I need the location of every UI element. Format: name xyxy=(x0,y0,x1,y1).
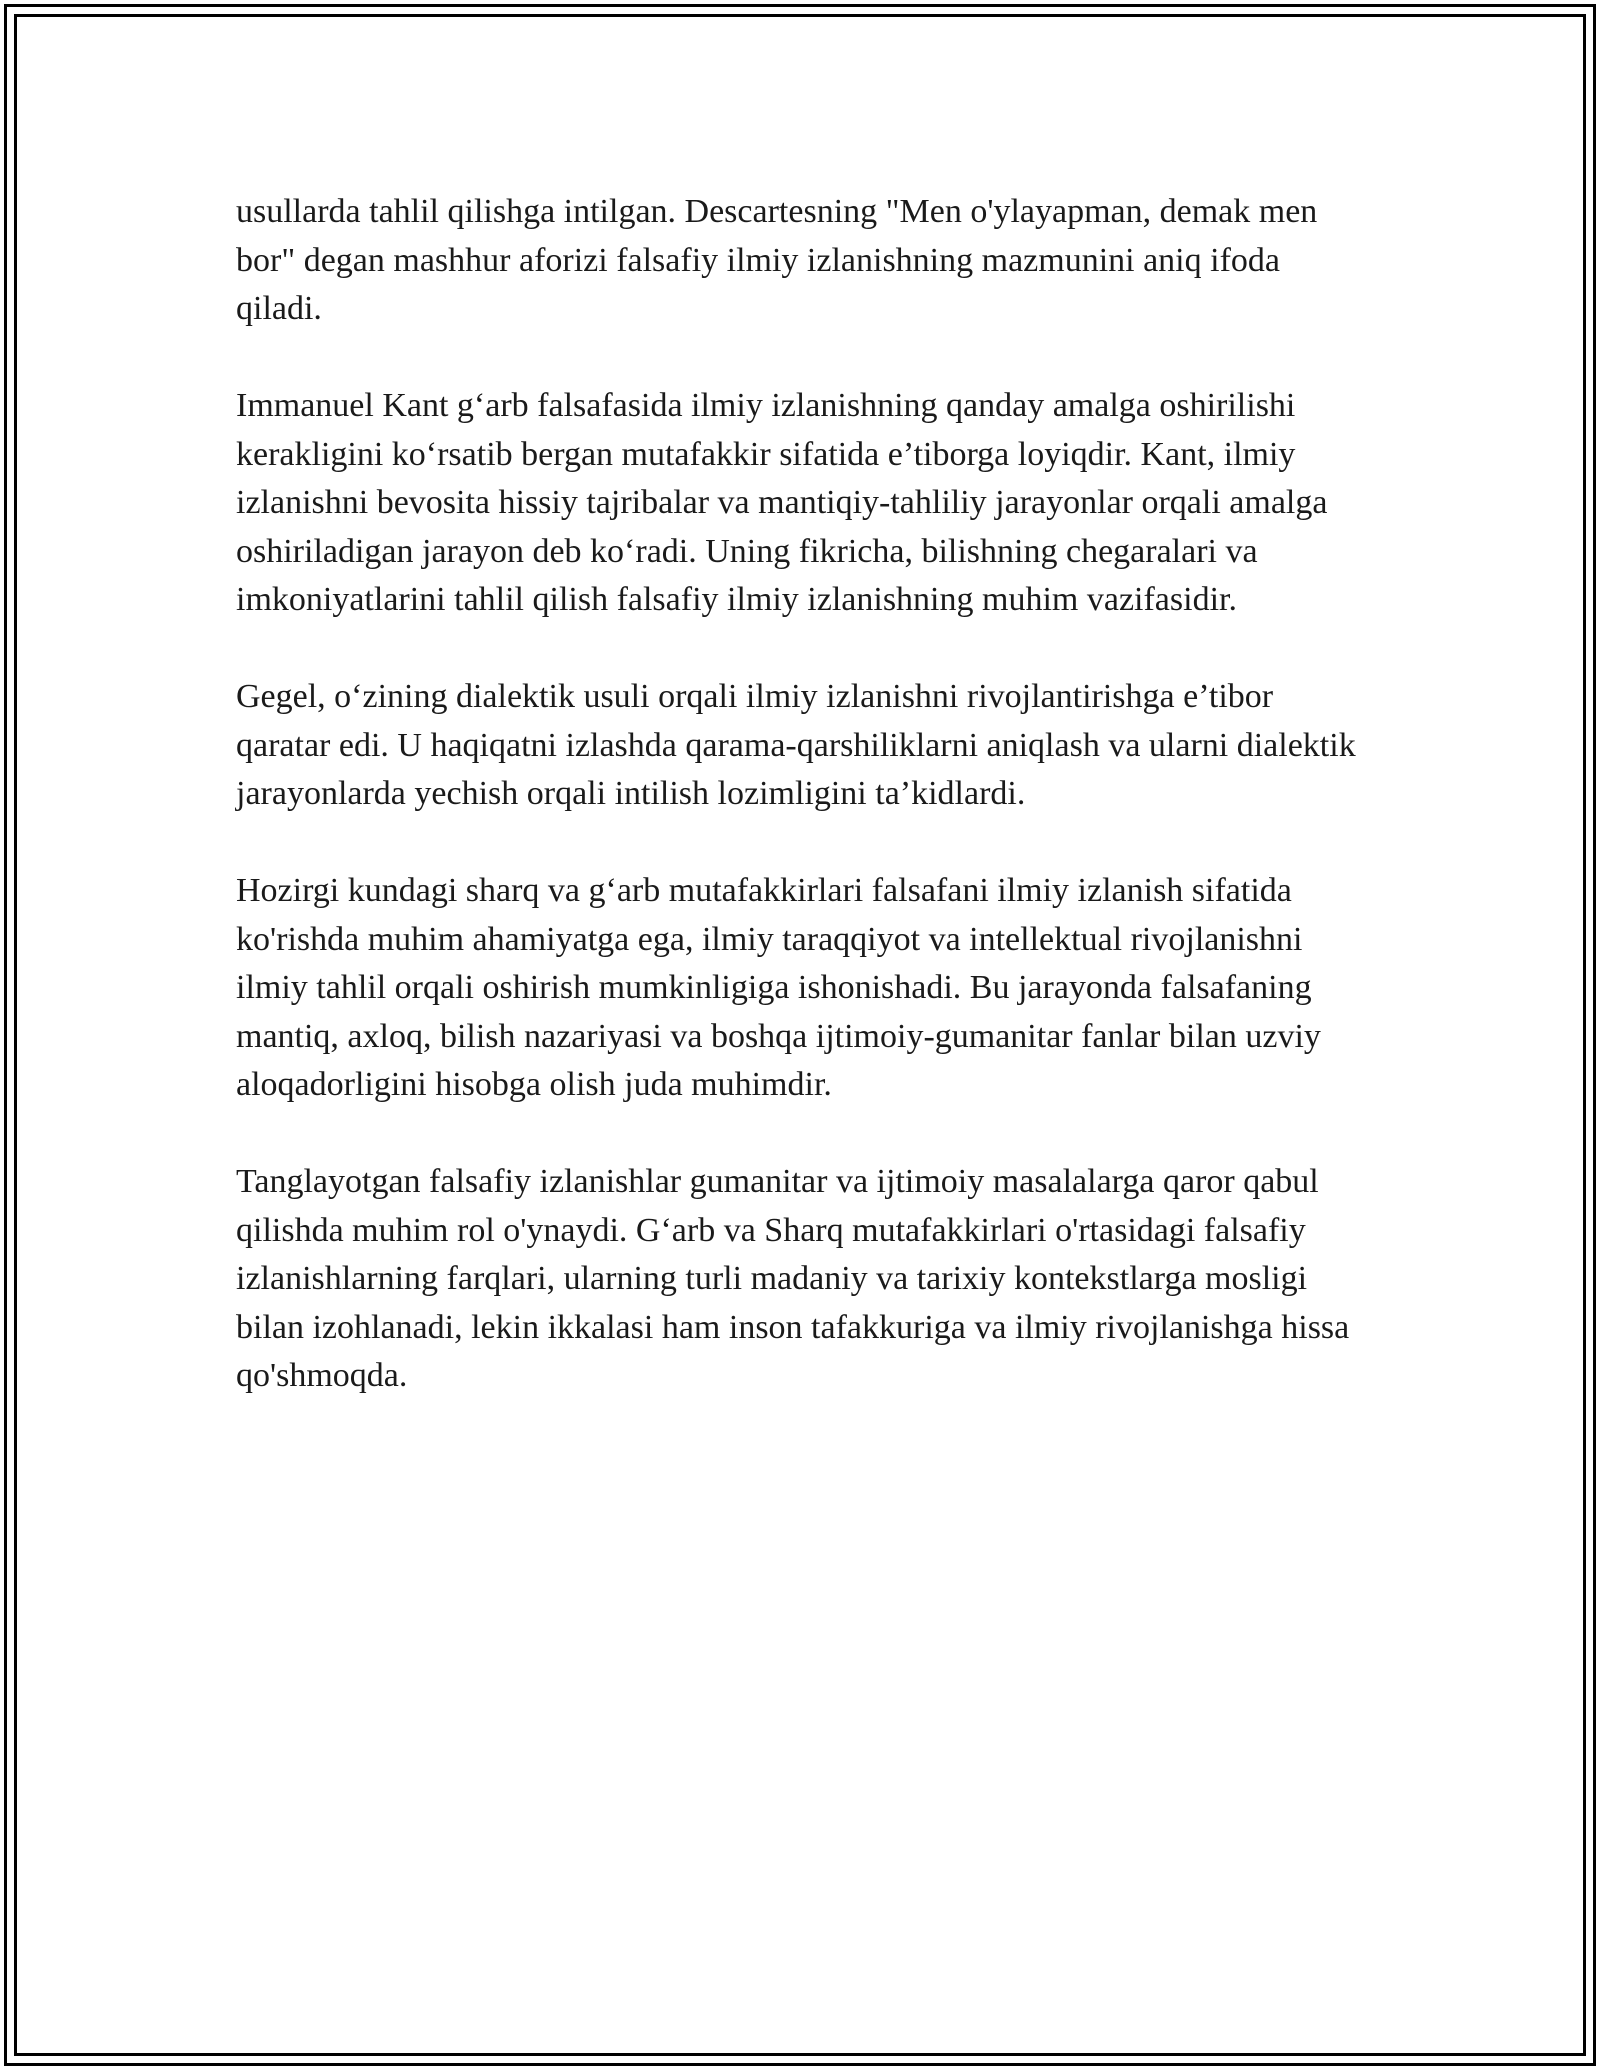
paragraph-kant: Immanuel Kant g‘arb falsafasida ilmiy izlanishning qanday amalga oshirilishi kerakligini ko‘rsatib bergan mutafakkir sifatida e’tiborga loyiqdir. Kant, ilmiy izlanishni bevosita hissiy tajribalar va mantiqiy-tahliliy jarayonlar orqali amalga oshiriladigan jarayon deb ko‘radi. Uning fikricha, bilishning chegaralari va imkoniyatlarini tahlil qilish falsafiy ilmiy izlanishning muhim vazifasidir. xyxy=(236,387,1328,618)
paragraph-modern-thinkers: Hozirgi kundagi sharq va g‘arb mutafakkirlari falsafani ilmiy izlanish sifatida ko'rishda muhim ahamiyatga ega, ilmiy taraqqiyot va intellektual rivojlanishni ilmiy tahlil orqali oshirish mumkinligiga ishonishadi. Bu jarayonda falsafaning mantiq, axloq, bilish nazariyasi va boshqa ijtimoiy-gumanitar fanlar bilan uzviy aloqadorligini hisobga olish juda muhimdir. xyxy=(236,872,1321,1103)
paragraph-descartes: usullarda tahlil qilishga intilgan. Descartesning "Men o'ylayapman, demak men bor" degan mashhur aforizi falsafiy ilmiy izlanishning mazmunini aniq ifoda qiladi. xyxy=(236,193,1318,327)
paragraph-conclusion: Tanglayotgan falsafiy izlanishlar gumanitar va ijtimoiy masalalarga qaror qabul qilishda muhim rol o'ynaydi. G‘arb va Sharq mutafakkirlari o'rtasidagi falsafiy izlanishlarning farqlari, ularning turli madaniy va tarixiy kontekstlarga mosligi bilan izohlanadi, lekin ikkalasi ham inson tafakkuriga va ilmiy rivojlanishga hissa qo'shmoqda. xyxy=(236,1163,1350,1394)
paragraph-hegel: Gegel, o‘zining dialektik usuli orqali ilmiy izlanishni rivojlantirishga e’tibor qaratar edi. U haqiqatni izlashda qarama-qarshiliklarni aniqlash va ularni dialektik jarayonlarda yechish orqali intilish lozimligini ta’kidlardi. xyxy=(236,678,1356,812)
document-body xyxy=(236,188,1370,1401)
